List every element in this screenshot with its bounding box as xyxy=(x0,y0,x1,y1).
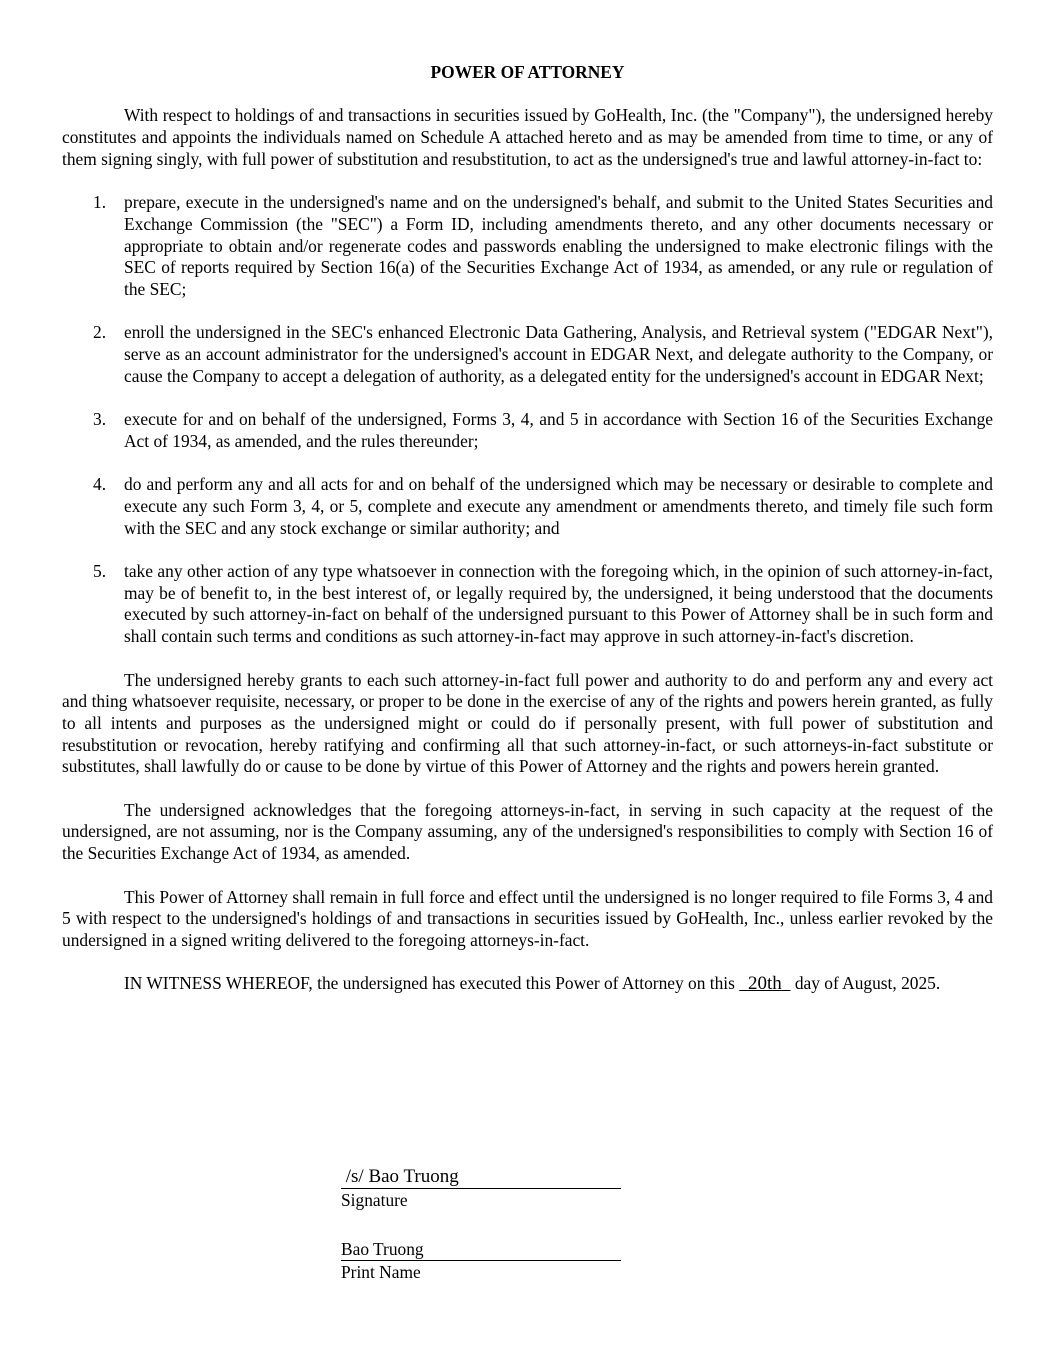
print-name-block xyxy=(341,1238,621,1283)
grant-paragraph: The undersigned hereby grants to each such attorney-in-fact full power and authority to do and perform any and every act and thing whatsoever requisite, necessary, or proper to be done in the exercise of any of the rights and powers herein granted, as fully to all intents and purposes as the undersigned might or could do if personally present, with full power of substitution and resubstitution or revocation, hereby ratifying and confirming all that such attorney-in-fact, or such attorneys-in-fact substitute or substitutes, shall lawfully do or cause to be done by virtue of this Power of Attorney and the rights and powers herein granted. xyxy=(62,669,993,777)
list-item-text: take any other action of any type whatsoever in connection with the foregoing which, in the opinion of such attorney-in-fact, may be of benefit to, in the best interest of, or legally required by, the undersigned, it being understood that the documents executed by such attorney-in-fact on behalf of the undersigned pursuant to this Power of Attorney shall be in such form and shall contain such terms and conditions as such attorney-in-fact may approve in such attorney-in-fact's discretion. xyxy=(124,561,993,647)
list-number: 2. xyxy=(93,322,107,343)
list-number: 5. xyxy=(93,561,107,582)
witness-day xyxy=(739,973,790,993)
acknowledgement-paragraph: The undersigned acknowledges that the foregoing attorneys-in-fact, in serving in such capacity at the request of the undersigned, are not assuming, nor is the Company assuming, any of the undersigned's responsibilities to comply with Section 16 of the Securities Exchange Act of 1934, as amended. xyxy=(62,799,993,864)
print-name-label: Print Name xyxy=(341,1262,421,1282)
list-item xyxy=(62,322,993,387)
signature-label: Signature xyxy=(341,1190,408,1210)
document-title: POWER OF ATTORNEY xyxy=(430,62,625,82)
witness-day-value: 20th xyxy=(747,973,782,995)
print-name-line xyxy=(341,1238,621,1261)
list-item xyxy=(62,474,993,539)
list-item xyxy=(62,561,993,648)
document-page xyxy=(62,62,993,1017)
signature-line xyxy=(341,1166,621,1189)
list-number: 4. xyxy=(93,474,107,495)
list-item-text: do and perform any and all acts for and on behalf of the undersigned which may be necessary or desirable to complete and execute any such Form 3, 4, or 5, complete and execute any amendment or amendments thereto, and timely file such form with the SEC and any stock exchange or similar authority; and xyxy=(124,474,993,538)
print-name-value: Bao Truong xyxy=(341,1239,424,1259)
witness-text: IN WITNESS WHEREOF, the undersigned has executed this Power of Attorney on this xyxy=(124,973,735,994)
list-item xyxy=(62,192,993,301)
list-number: 1. xyxy=(93,192,107,213)
witness-date-text: day of August, 2025. xyxy=(794,973,941,994)
duration-paragraph: This Power of Attorney shall remain in full force and effect until the undersigned is no longer required to file Forms 3, 4 and 5 with respect to the undersigned's holdings of and transactions in securities issued by GoHealth, Inc., unless earlier revoked by the undersigned in a signed writing delivered to the foregoing attorneys-in-fact. xyxy=(62,886,993,950)
list-item-text: enroll the undersigned in the SEC's enhanced Electronic Data Gathering, Analysis, and Retrieval system ("EDGAR Next"), serve as an account administrator for the undersigned's account in EDGAR Next, and delegate authority to the Company, or cause the Company to accept a delegation of authority, as a delegated entity for the undersigned's account in EDGAR Next; xyxy=(124,322,993,386)
list-item xyxy=(62,409,993,452)
witness-paragraph xyxy=(62,973,993,995)
powers-list xyxy=(62,192,993,648)
list-item-text: execute for and on behalf of the undersigned, Forms 3, 4, and 5 in accordance with Section 16 of the Securities Exchange Act of 1934, as amended, and the rules thereunder; xyxy=(124,409,993,451)
list-number: 3. xyxy=(93,409,107,430)
signature-block xyxy=(341,1166,621,1211)
list-item-text: prepare, execute in the undersigned's name and on the undersigned's behalf, and submit to the United States Securities and Exchange Commission (the "SEC") a Form ID, including amendments thereto, and any other documents necessary or appropriate to obtain and/or regenerate codes and passwords enabling the undersigned to make electronic filings with the SEC of reports required by Section 16(a) of the Securities Exchange Act of 1934, as amended, or any rule or regulation of the SEC; xyxy=(124,192,993,299)
signature-value: /s/ Bao Truong xyxy=(345,1166,459,1187)
intro-paragraph: With respect to holdings of and transactions in securities issued by GoHealth, Inc. (the "Company"), the undersigned hereby constitutes and appoints the individuals named on Schedule A attached hereto and as may be amended from time to time, or any of them signing singly, with full power of substitution and resubstitution, to act as the undersigned's true and lawful attorney-in-fact to: xyxy=(62,105,993,169)
